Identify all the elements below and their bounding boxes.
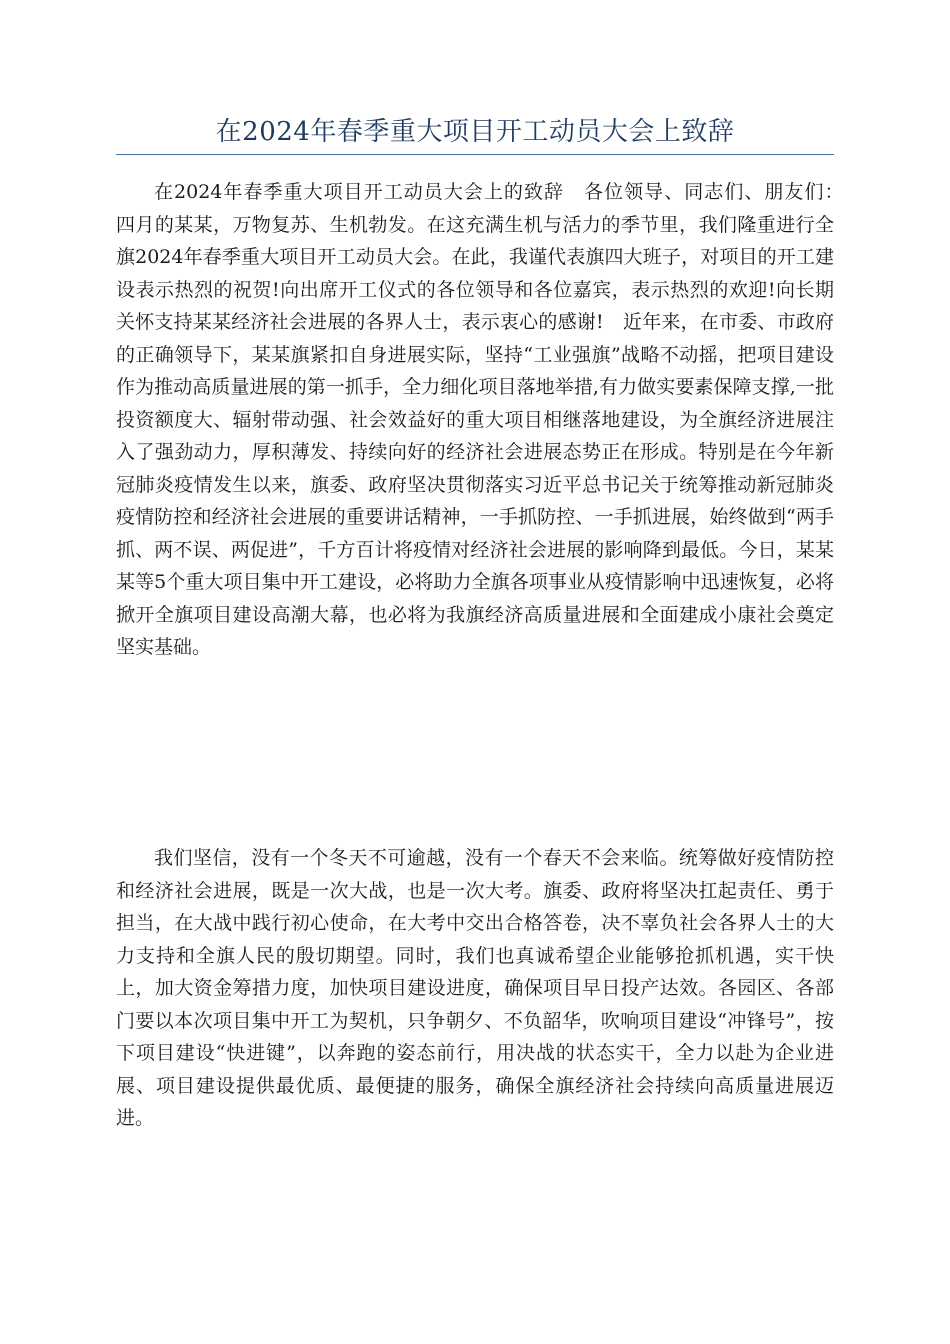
document-title: 在2024年春季重大项目开工动员大会上致辞 — [215, 117, 735, 147]
body-paragraph-2: 我们坚信，没有一个冬天不可逾越，没有一个春天不会来临。统筹做好疫情防控和经济社会进展，既是一次大战，也是一次大考。旗委、政府将坚决扛起责任、勇于担当，在大战中践行初心使命，在大考中交出合格答卷，决不辜负社会各界人士的大力支持和全旗人民的殷切期望。同时，我们也真诚希望企业能够抢抓机遇，实干快上，加大资金筹措力度，加快项目建设进度，确保项目早日投产达效。各园区、各部门要以本次项目集中开工为契机，只争朝夕、不负韶华，吹响项目建设“冲锋号”，按下项目建设“快进键”，以奔跑的姿态前行，用决战的状态实干，全力以赴为企业进展、项目建设提供最优质、最便捷的服务，确保全旗经济社会持续向高质量进展迈进。 — [116, 847, 834, 1129]
title-underline — [116, 154, 834, 155]
body-paragraph-1: 在2024年春季重大项目开工动员大会上的致辞 各位领导、同志们、朋友们： 四月的某某，万物复苏、生机勃发。在这充满生机与活力的季节里，我们隆重进行全旗2024年春季重大项目开工动员大会。在此，我谨代表旗四大班子，对项目的开工建设表示热烈的祝贺!向出席开工仪式的各位领导和各位嘉宾，表示热烈的欢迎!向长期关怀支持某某经济社会进展的各界人士，表示衷心的感谢! 近年来，在市委、市政府的正确领导下，某某旗紧扣自身进展实际，坚持“工业强旗”战略不动摇，把项目建设作为推动高质量进展的第一抓手，全力细化项目落地举措,有力做实要素保障支撑,一批投资额度大、辐射带动强、社会效益好的重大项目相继落地建设，为全旗经济进展注入了强劲动力，厚积薄发、持续向好的经济社会进展态势正在形成。特别是在今年新冠肺炎疫情发生以来，旗委、政府坚决贯彻落实习近平总书记关于统筹推动新冠肺炎疫情防控和经济社会进展的重要讲话精神，一手抓防控、一手抓进展，始终做到“两手抓、两不误、两促进”，千方百计将疫情对经济社会进展的影响降到最低。今日，某某某等5个重大项目集中开工建设，必将助力全旗各项事业从疫情影响中迅速恢复，必将掀开全旗项目建设高潮大幕，也必将为我旗经济高质量进展和全面建成小康社会奠定坚实基础。 — [116, 181, 854, 658]
